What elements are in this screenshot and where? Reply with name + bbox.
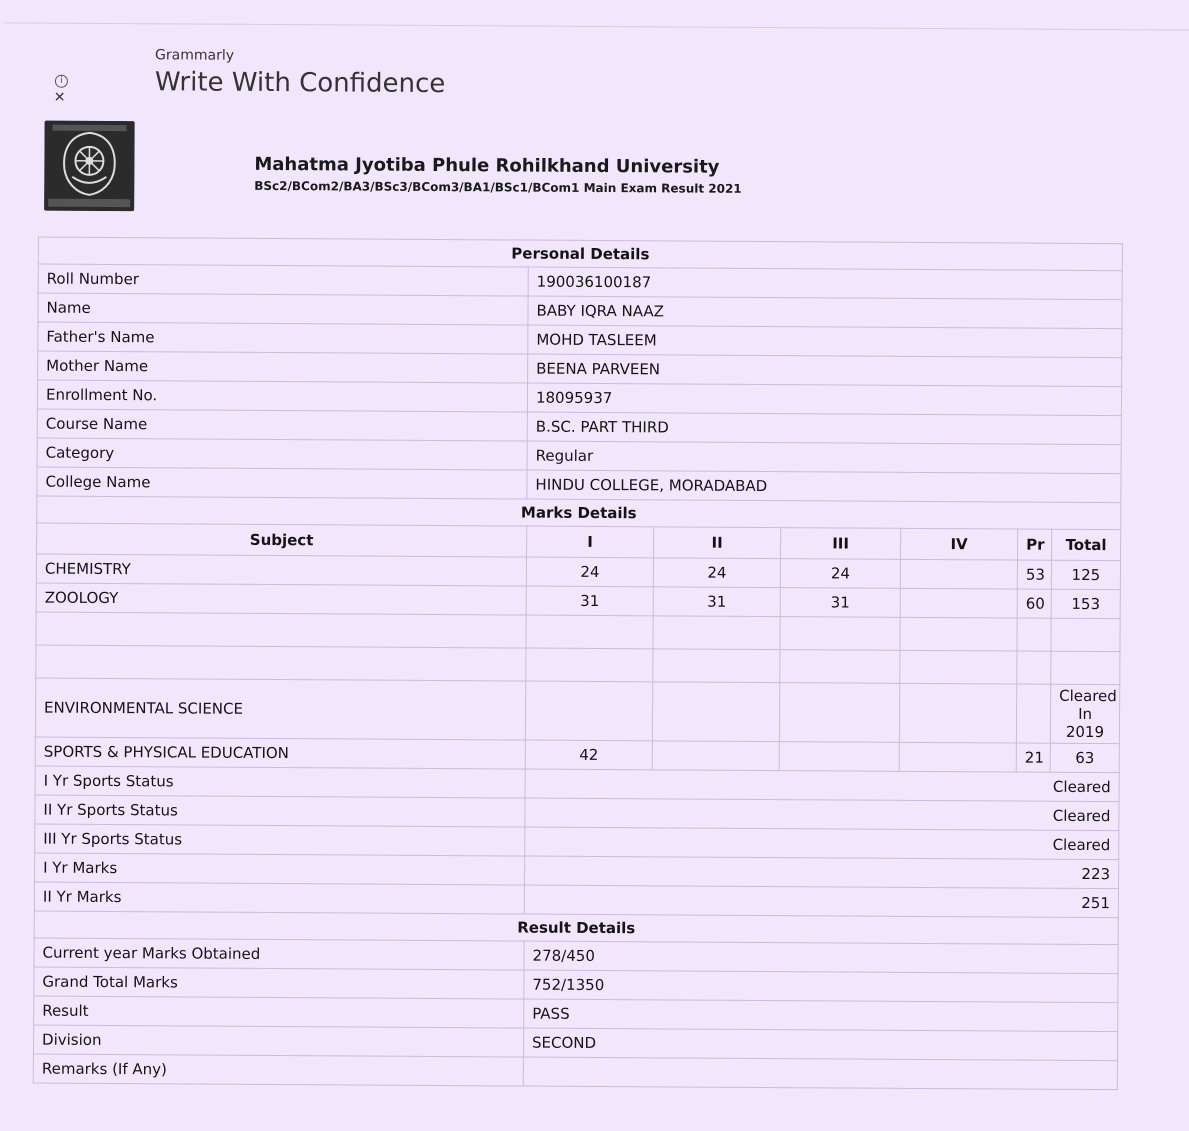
result-label: Division	[33, 1025, 523, 1057]
marks-paper-3: 24	[780, 559, 900, 589]
field-value: BEENA PARVEEN	[528, 354, 1122, 387]
status-label: I Yr Sports Status	[35, 766, 525, 798]
status-label: III Yr Sports Status	[35, 824, 525, 856]
field-label: Roll Number	[38, 264, 528, 296]
result-value: SECOND	[523, 1028, 1117, 1061]
result-value: 278/450	[524, 941, 1118, 974]
field-label: College Name	[37, 467, 527, 499]
col-header-paper-1: I	[527, 526, 654, 558]
status-value: Cleared	[525, 798, 1119, 831]
marks-total: 125	[1051, 560, 1120, 589]
section-title-personal: Personal Details	[38, 237, 1122, 271]
marks-total: 153	[1051, 589, 1120, 618]
subject-name: ZOOLOGY	[36, 583, 526, 615]
field-value: BABY IQRA NAAZ	[528, 296, 1122, 329]
university-name: Mahatma Jyotiba Phule Rohilkhand University	[254, 154, 719, 178]
field-value: 190036100187	[528, 267, 1122, 300]
marks-practical: 60	[1017, 589, 1051, 618]
col-header-paper-2: II	[654, 527, 781, 559]
status-value: 251	[524, 885, 1118, 918]
info-icon[interactable]: i	[55, 75, 68, 88]
field-value: Regular	[527, 441, 1121, 474]
marks-practical: 53	[1017, 560, 1051, 589]
result-label: Current year Marks Obtained	[34, 938, 524, 970]
grammarly-ad[interactable]	[51, 33, 817, 123]
result-value: PASS	[524, 999, 1118, 1032]
col-header-subject: Subject	[37, 523, 527, 557]
marks-paper-1: 24	[526, 557, 653, 587]
exam-title: BSc2/BCom2/BA3/BSc3/BCom3/BA1/BSc1/BCom1 Main Exam Result 2021	[254, 179, 741, 196]
marks-practical: 21	[1016, 743, 1050, 772]
field-value: 18095937	[527, 383, 1121, 416]
marks-paper-2: 24	[653, 558, 780, 588]
field-label: Mother Name	[38, 351, 528, 383]
field-value: HINDU COLLEGE, MORADABAD	[527, 470, 1121, 503]
col-header-total: Total	[1052, 529, 1121, 560]
marks-total: 63	[1050, 743, 1119, 772]
field-label: Father's Name	[38, 322, 528, 354]
ad-brand: Grammarly	[155, 47, 234, 63]
status-value: Cleared	[525, 769, 1119, 802]
subject-name: SPORTS & PHYSICAL EDUCATION	[35, 737, 525, 769]
close-icon[interactable]: ✕	[54, 90, 66, 106]
status-label: II Yr Marks	[34, 882, 524, 914]
col-header-practical: Pr	[1018, 529, 1052, 560]
col-header-paper-4: IV	[901, 528, 1018, 560]
field-label: Course Name	[37, 409, 527, 441]
marks-paper-4	[900, 588, 1017, 618]
field-value: MOHD TASLEEM	[528, 325, 1122, 358]
marks-paper-1: 31	[526, 586, 653, 616]
status-value: Cleared	[525, 827, 1119, 860]
marks-paper-3: 31	[780, 588, 900, 618]
status-value: 223	[525, 856, 1119, 889]
result-table	[33, 237, 1123, 1091]
env-status: Cleared In 2019	[1050, 684, 1119, 743]
result-label: Remarks (If Any)	[33, 1054, 523, 1086]
university-seal-logo	[44, 121, 135, 212]
subject-name: ENVIRONMENTAL SCIENCE	[35, 678, 525, 740]
ad-title[interactable]: Write With Confidence	[155, 67, 446, 99]
top-divider	[3, 22, 1189, 30]
col-header-paper-3: III	[781, 528, 901, 560]
marks-paper-2: 31	[653, 587, 780, 617]
field-label: Name	[38, 293, 528, 325]
field-value: B.SC. PART THIRD	[527, 412, 1121, 445]
status-label: I Yr Marks	[35, 853, 525, 885]
subject-name: CHEMISTRY	[36, 554, 526, 586]
field-label: Enrollment No.	[37, 380, 527, 412]
marks-paper-4	[900, 559, 1017, 589]
status-label: II Yr Sports Status	[35, 795, 525, 827]
marks-paper-1: 42	[525, 740, 652, 770]
result-value	[523, 1057, 1117, 1090]
table-row	[35, 678, 1119, 744]
result-value: 752/1350	[524, 970, 1118, 1003]
field-label: Category	[37, 438, 527, 470]
section-title-marks: Marks Details	[37, 496, 1121, 530]
result-label: Grand Total Marks	[34, 967, 524, 999]
result-label: Result	[34, 996, 524, 1028]
section-title-result: Result Details	[34, 911, 1118, 945]
